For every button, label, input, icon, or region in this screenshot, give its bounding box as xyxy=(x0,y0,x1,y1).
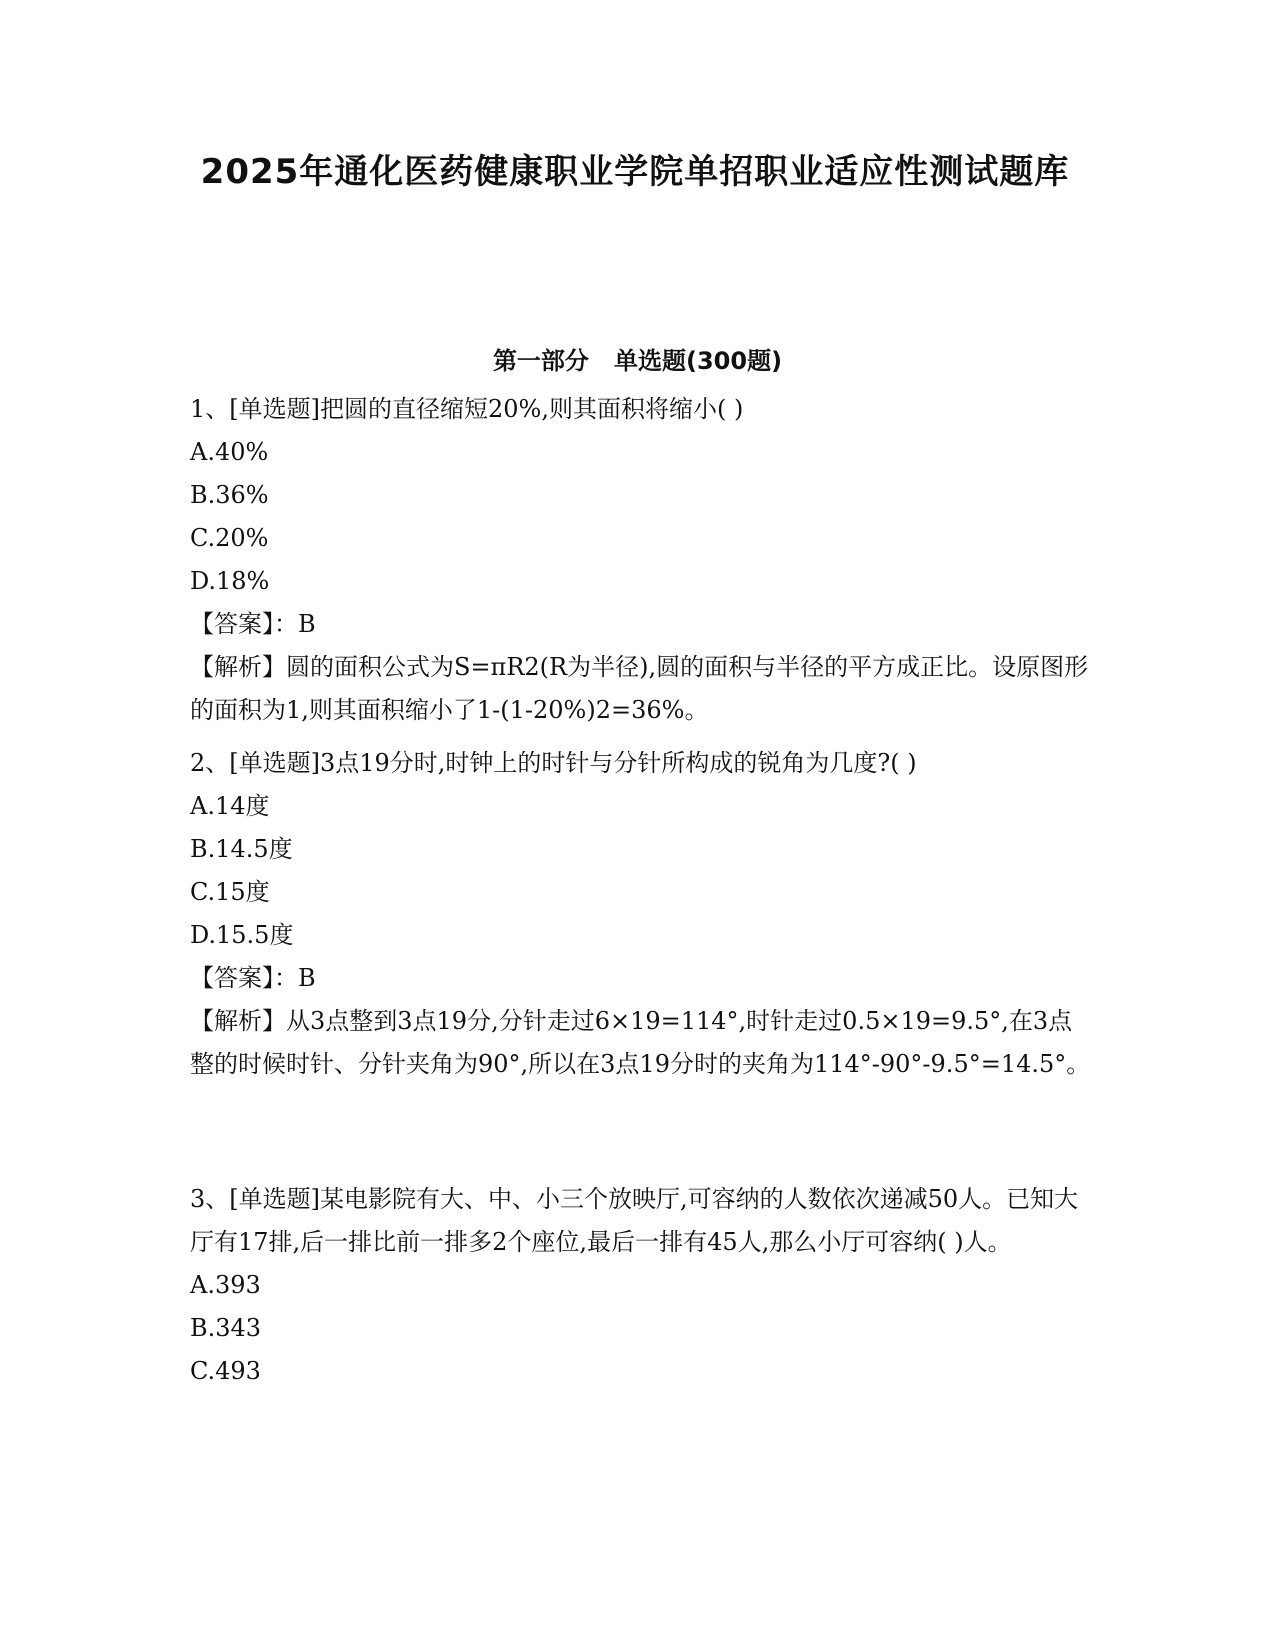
question-stem: 2、[单选题]3点19分时,时钟上的时针与分针所构成的锐角为几度?( ) xyxy=(190,749,917,777)
question-1 xyxy=(190,388,1095,732)
analysis-label: 【解析】 xyxy=(190,1007,286,1035)
analysis-text: 从3点整到3点19分,分针走过6×19=114°,时针走过0.5×19=9.5°,在3点整的时候时针、分针夹角为90°,所以在3点19分时的夹角为114°-90°-9.5°=14.5°。 xyxy=(190,1007,1091,1078)
option-c: C.20% xyxy=(190,524,269,552)
analysis-paragraph xyxy=(190,1000,1095,1086)
section-heading: 第一部分 单选题(300题) xyxy=(492,347,783,375)
answer-value: ：B xyxy=(274,964,316,992)
option-c: C.493 xyxy=(190,1357,261,1385)
analysis-label: 【解析】 xyxy=(190,653,286,681)
answer-line xyxy=(190,957,1095,1000)
option-b: B.343 xyxy=(190,1314,262,1342)
answer-line xyxy=(190,603,1095,646)
option-a: A.40% xyxy=(190,438,269,466)
document-title: 2025年通化医药健康职业学院单招职业适应性测试题库 xyxy=(200,152,1070,192)
answer-value: ：B xyxy=(274,610,316,638)
analysis-text: 圆的面积公式为S=πR2(R为半径),圆的面积与半径的平方成正比。设原图形的面积为1,则其面积缩小了1-(1-20%)2=36%。 xyxy=(190,653,1089,724)
option-d: D.15.5度 xyxy=(190,921,294,949)
option-b: B.36% xyxy=(190,481,269,509)
option-d: D.18% xyxy=(190,567,270,595)
option-a: A.393 xyxy=(190,1271,261,1299)
answer-label: 【答案】 xyxy=(190,610,274,638)
question-2 xyxy=(190,742,1095,1086)
option-c: C.15度 xyxy=(190,878,270,906)
option-b: B.14.5度 xyxy=(190,835,293,863)
answer-label: 【答案】 xyxy=(190,964,274,992)
question-stem: 3、[单选题]某电影院有大、中、小三个放映厅,可容纳的人数依次递减50人。已知大厅有17排,后一排比前一排多2个座位,最后一排有45人,那么小厅可容纳( )人。 xyxy=(190,1185,1079,1256)
question-stem: 1、[单选题]把圆的直径缩短20%,则其面积将缩小( ) xyxy=(190,395,744,423)
analysis-paragraph xyxy=(190,646,1095,732)
option-a: A.14度 xyxy=(190,792,270,820)
question-3 xyxy=(190,1178,1095,1393)
